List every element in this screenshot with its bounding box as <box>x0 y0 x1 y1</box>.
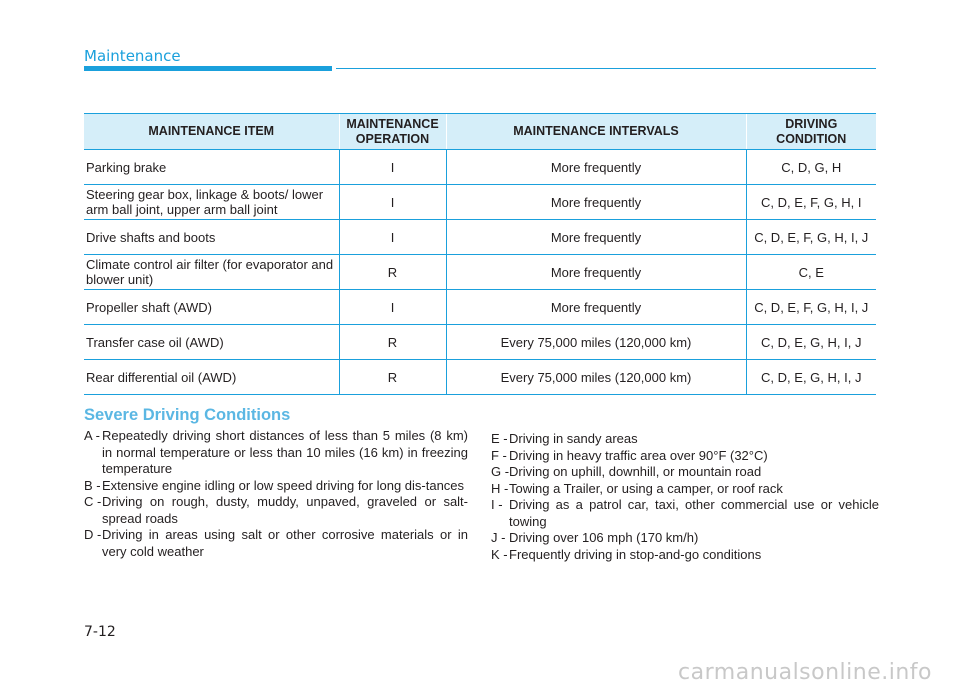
table-row <box>84 185 876 220</box>
condition-item <box>84 478 468 495</box>
cell-operation: R <box>339 360 446 395</box>
condition-key: D - <box>84 527 102 542</box>
condition-item <box>84 494 468 527</box>
cell-item: Climate control air filter (for evaporator and blower unit) <box>84 255 339 290</box>
table-row <box>84 150 876 185</box>
condition-item <box>491 431 879 448</box>
condition-text: Driving on rough, dusty, muddy, unpaved, graveled or salt-spread roads <box>102 494 468 526</box>
condition-item <box>491 497 879 530</box>
condition-text: Driving in sandy areas <box>509 431 638 446</box>
condition-text: Driving in heavy traffic area over 90°F (32°C) <box>509 447 768 463</box>
cell-operation: I <box>339 185 446 220</box>
header-rule-thin <box>336 68 876 69</box>
cell-item: Steering gear box, linkage & boots/ lower arm ball joint, upper arm ball joint <box>84 185 339 220</box>
cell-operation: R <box>339 255 446 290</box>
condition-key: A - <box>84 428 100 443</box>
condition-item <box>491 448 879 465</box>
table-row <box>84 255 876 290</box>
condition-text: Frequently driving in stop-and-go conditions <box>509 546 762 562</box>
condition-key: K - <box>491 546 508 562</box>
header-operation: MAINTENANCE OPERATION <box>339 114 446 150</box>
cell-interval: More frequently <box>446 185 746 220</box>
cell-item: Transfer case oil (AWD) <box>84 325 339 360</box>
header-item: MAINTENANCE ITEM <box>84 114 339 150</box>
condition-text: Driving as a patrol car, taxi, other commercial use or vehicle towing <box>509 497 879 529</box>
condition-item <box>491 547 879 564</box>
condition-item <box>491 481 879 498</box>
condition-key: J - <box>491 530 506 545</box>
cell-interval: More frequently <box>446 290 746 325</box>
severe-conditions-title: Severe Driving Conditions <box>84 406 291 424</box>
cell-item: Propeller shaft (AWD) <box>84 290 339 325</box>
table-row <box>84 290 876 325</box>
severe-conditions-right <box>491 431 879 563</box>
cell-item: Rear differential oil (AWD) <box>84 360 339 395</box>
condition-key: E - <box>491 431 508 446</box>
cell-operation: R <box>339 325 446 360</box>
cell-condition: C, D, G, H <box>746 150 876 185</box>
header-intervals: MAINTENANCE INTERVALS <box>446 114 746 150</box>
table-row <box>84 360 876 395</box>
watermark: carmanualsonline.info <box>678 660 932 685</box>
maintenance-table <box>84 113 876 395</box>
condition-key: B - <box>84 477 101 493</box>
section-title: Maintenance <box>84 47 181 65</box>
table-row <box>84 325 876 360</box>
table-header-row <box>84 114 876 150</box>
condition-text: Repeatedly driving short distances of less than 5 miles (8 km) in normal temperature or less than 10 miles (16 km) in freezing temperature <box>102 428 468 476</box>
cell-operation: I <box>339 220 446 255</box>
condition-item <box>491 464 879 481</box>
condition-text: Driving over 106 mph (170 km/h) <box>509 530 699 545</box>
condition-item <box>84 527 468 560</box>
cell-condition: C, D, E, F, G, H, I, J <box>746 220 876 255</box>
page-number: 7-12 <box>84 624 116 640</box>
cell-condition: C, D, E, G, H, I, J <box>746 325 876 360</box>
condition-text: Driving on uphill, downhill, or mountain road <box>509 464 762 479</box>
condition-item <box>491 530 879 547</box>
cell-interval: Every 75,000 miles (120,000 km) <box>446 325 746 360</box>
cell-condition: C, E <box>746 255 876 290</box>
header-rule-thick <box>84 66 332 71</box>
cell-interval: More frequently <box>446 255 746 290</box>
table-row <box>84 220 876 255</box>
cell-operation: I <box>339 150 446 185</box>
condition-key: I - <box>491 497 503 512</box>
cell-item: Parking brake <box>84 150 339 185</box>
cell-interval: More frequently <box>446 150 746 185</box>
condition-key: G - <box>491 464 510 479</box>
condition-text: Extensive engine idling or low speed driving for long dis-tances <box>102 477 465 493</box>
cell-item: Drive shafts and boots <box>84 220 339 255</box>
condition-text: Towing a Trailer, or using a camper, or roof rack <box>509 480 783 496</box>
cell-interval: Every 75,000 miles (120,000 km) <box>446 360 746 395</box>
cell-condition: C, D, E, F, G, H, I <box>746 185 876 220</box>
condition-key: F - <box>491 447 507 463</box>
condition-key: C - <box>84 494 102 509</box>
cell-condition: C, D, E, F, G, H, I, J <box>746 290 876 325</box>
cell-interval: More frequently <box>446 220 746 255</box>
cell-operation: I <box>339 290 446 325</box>
cell-condition: C, D, E, G, H, I, J <box>746 360 876 395</box>
severe-conditions-left <box>84 428 468 560</box>
condition-item <box>84 428 468 478</box>
header-condition: DRIVING CONDITION <box>746 114 876 150</box>
condition-text: Driving in areas using salt or other corrosive materials or in very cold weather <box>102 527 468 559</box>
condition-key: H - <box>491 480 509 496</box>
